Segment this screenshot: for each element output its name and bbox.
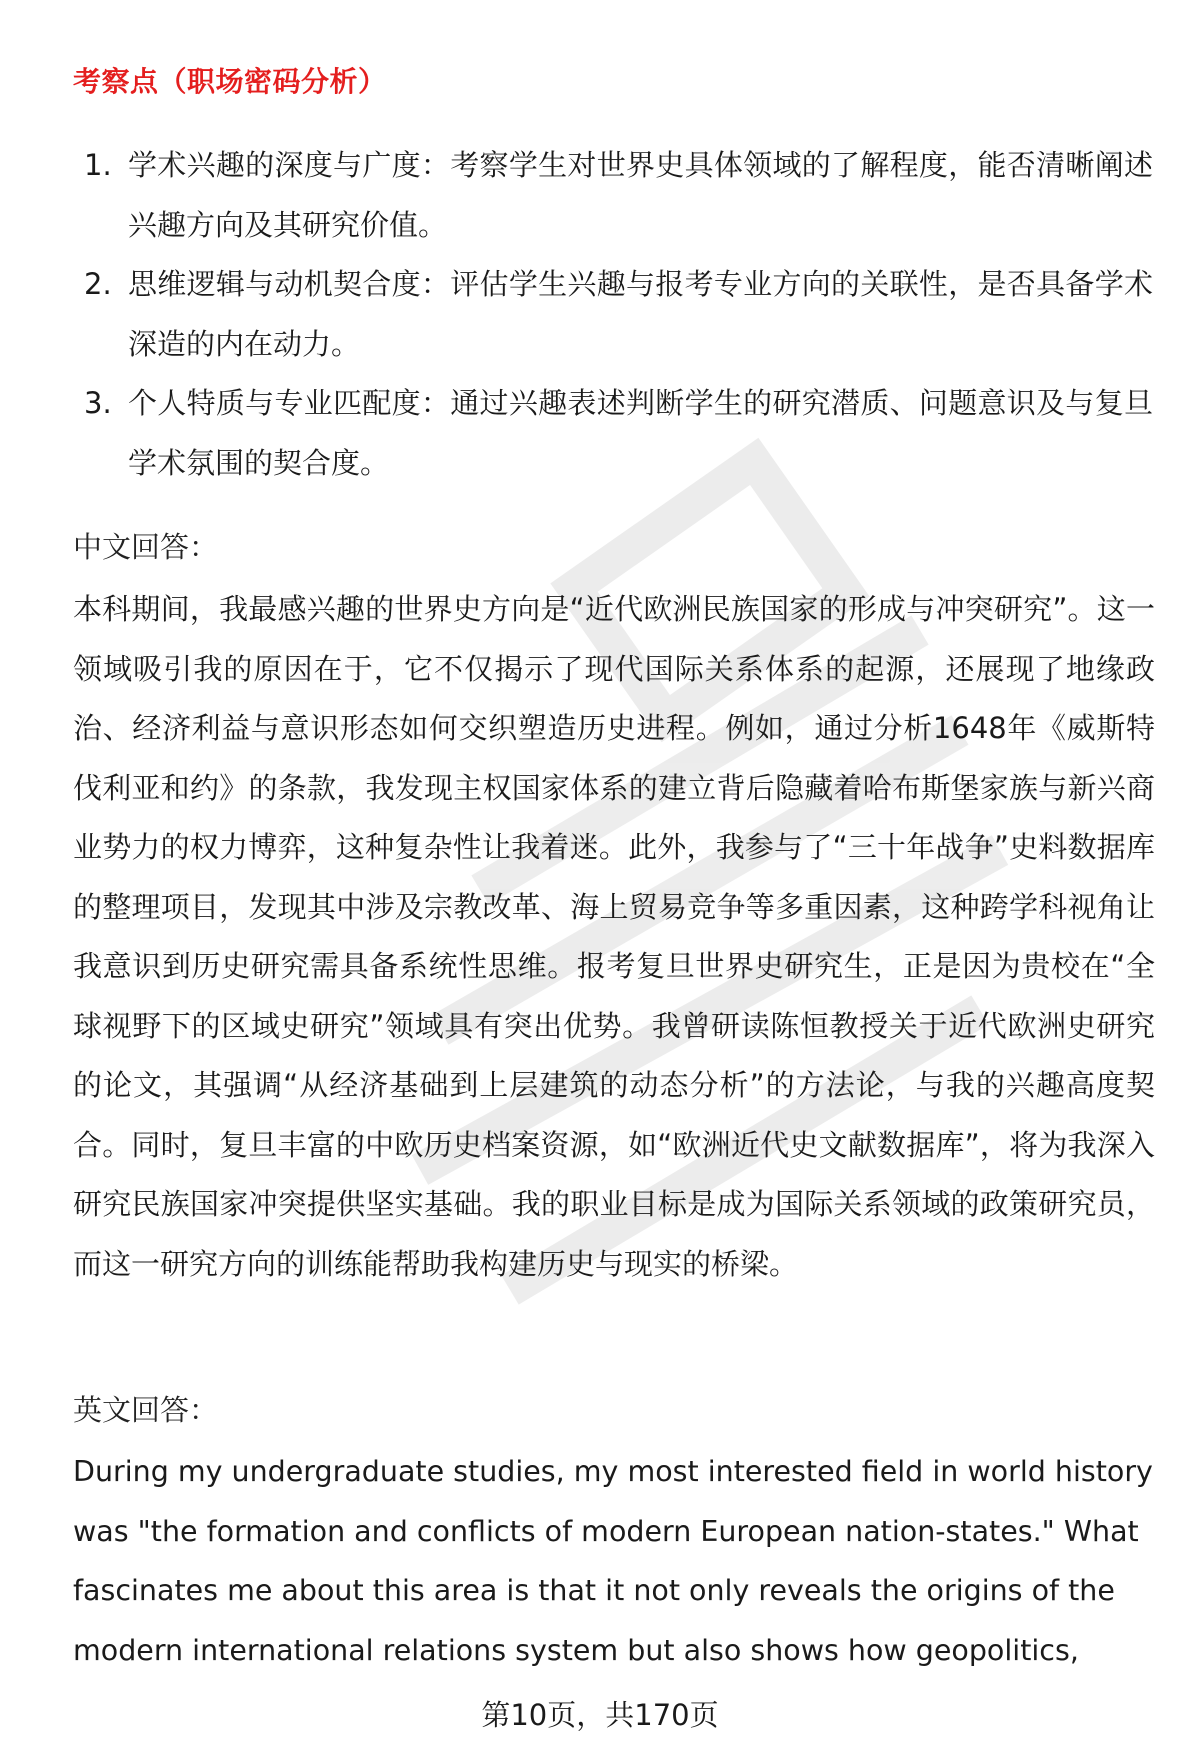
chinese-answer-label: 中文回答： (73, 530, 219, 564)
criteria-item (73, 136, 1153, 255)
criteria-item (73, 255, 1153, 374)
chinese-answer-body: 本科期间，我最感兴趣的世界史方向是“近代欧洲民族国家的形成与冲突研究”。这一领域吸引我的原因在于，它不仅揭示了现代国际关系体系的起源，还展现了地缘政治、经济利益与意识形态如何交织塑造历史进程。例如，通过分析1648年《威斯特伐利亚和约》的条款，我发现主权国家体系的建立背后隐藏着哈布斯堡家族与新兴商业势力的权力博弈，这种复杂性让我着迷。此外，我参与了“三十年战争”史料数据库的整理项目，发现其中涉及宗教改革、海上贸易竞争等多重因素，这种跨学科视角让我意识到历史研究需具备系统性思维。报考复旦世界史研究生，正是因为贵校在“全球视野下的区域史研究”领域具有突出优势。我曾研读陈恒教授关于近代欧洲史研究的论文，其强调“从经济基础到上层建筑的动态分析”的方法论，与我的兴趣高度契合。同时，复旦丰富的中欧历史档案资源，如“欧洲近代史文献数据库”，将为我深入研究民族国家冲突提供坚实基础。我的职业目标是成为国际关系领域的政策研究员，而这一研究方向的训练能帮助我构建历史与现实的桥梁。 (73, 592, 1155, 1281)
english-answer-line: fascinates me about this area is that it not only reveals the origins of the (73, 1574, 1115, 1607)
criteria-number: 1. (84, 148, 112, 182)
criteria-text: 个人特质与专业匹配度：通过兴趣表述判断学生的研究潜质、问题意识及与复旦学术氛围的契合度。 (128, 386, 1153, 480)
criteria-text: 思维逻辑与动机契合度：评估学生兴趣与报考专业方向的关联性，是否具备学术深造的内在动力。 (128, 267, 1153, 361)
english-answer-label: 英文回答： (73, 1393, 219, 1427)
english-answer-body (73, 1442, 1155, 1667)
page-number: 第10页，共170页 (481, 1698, 719, 1732)
english-answer-line: During my undergraduate studies, my most interested field in world history (73, 1455, 1153, 1488)
criteria-number: 2. (84, 267, 112, 301)
english-answer-line: modern international relations system but also shows how geopolitics, (73, 1633, 1079, 1667)
criteria-number: 3. (84, 386, 112, 420)
criteria-list (73, 136, 1153, 493)
section-heading: 考察点（职场密码分析） (73, 65, 387, 98)
criteria-text: 学术兴趣的深度与广度：考察学生对世界史具体领域的了解程度，能否清晰阐述兴趣方向及其研究价值。 (128, 148, 1153, 242)
english-answer-line: was "the formation and conflicts of modern European nation-states." What (73, 1514, 1139, 1548)
criteria-item (73, 374, 1153, 493)
